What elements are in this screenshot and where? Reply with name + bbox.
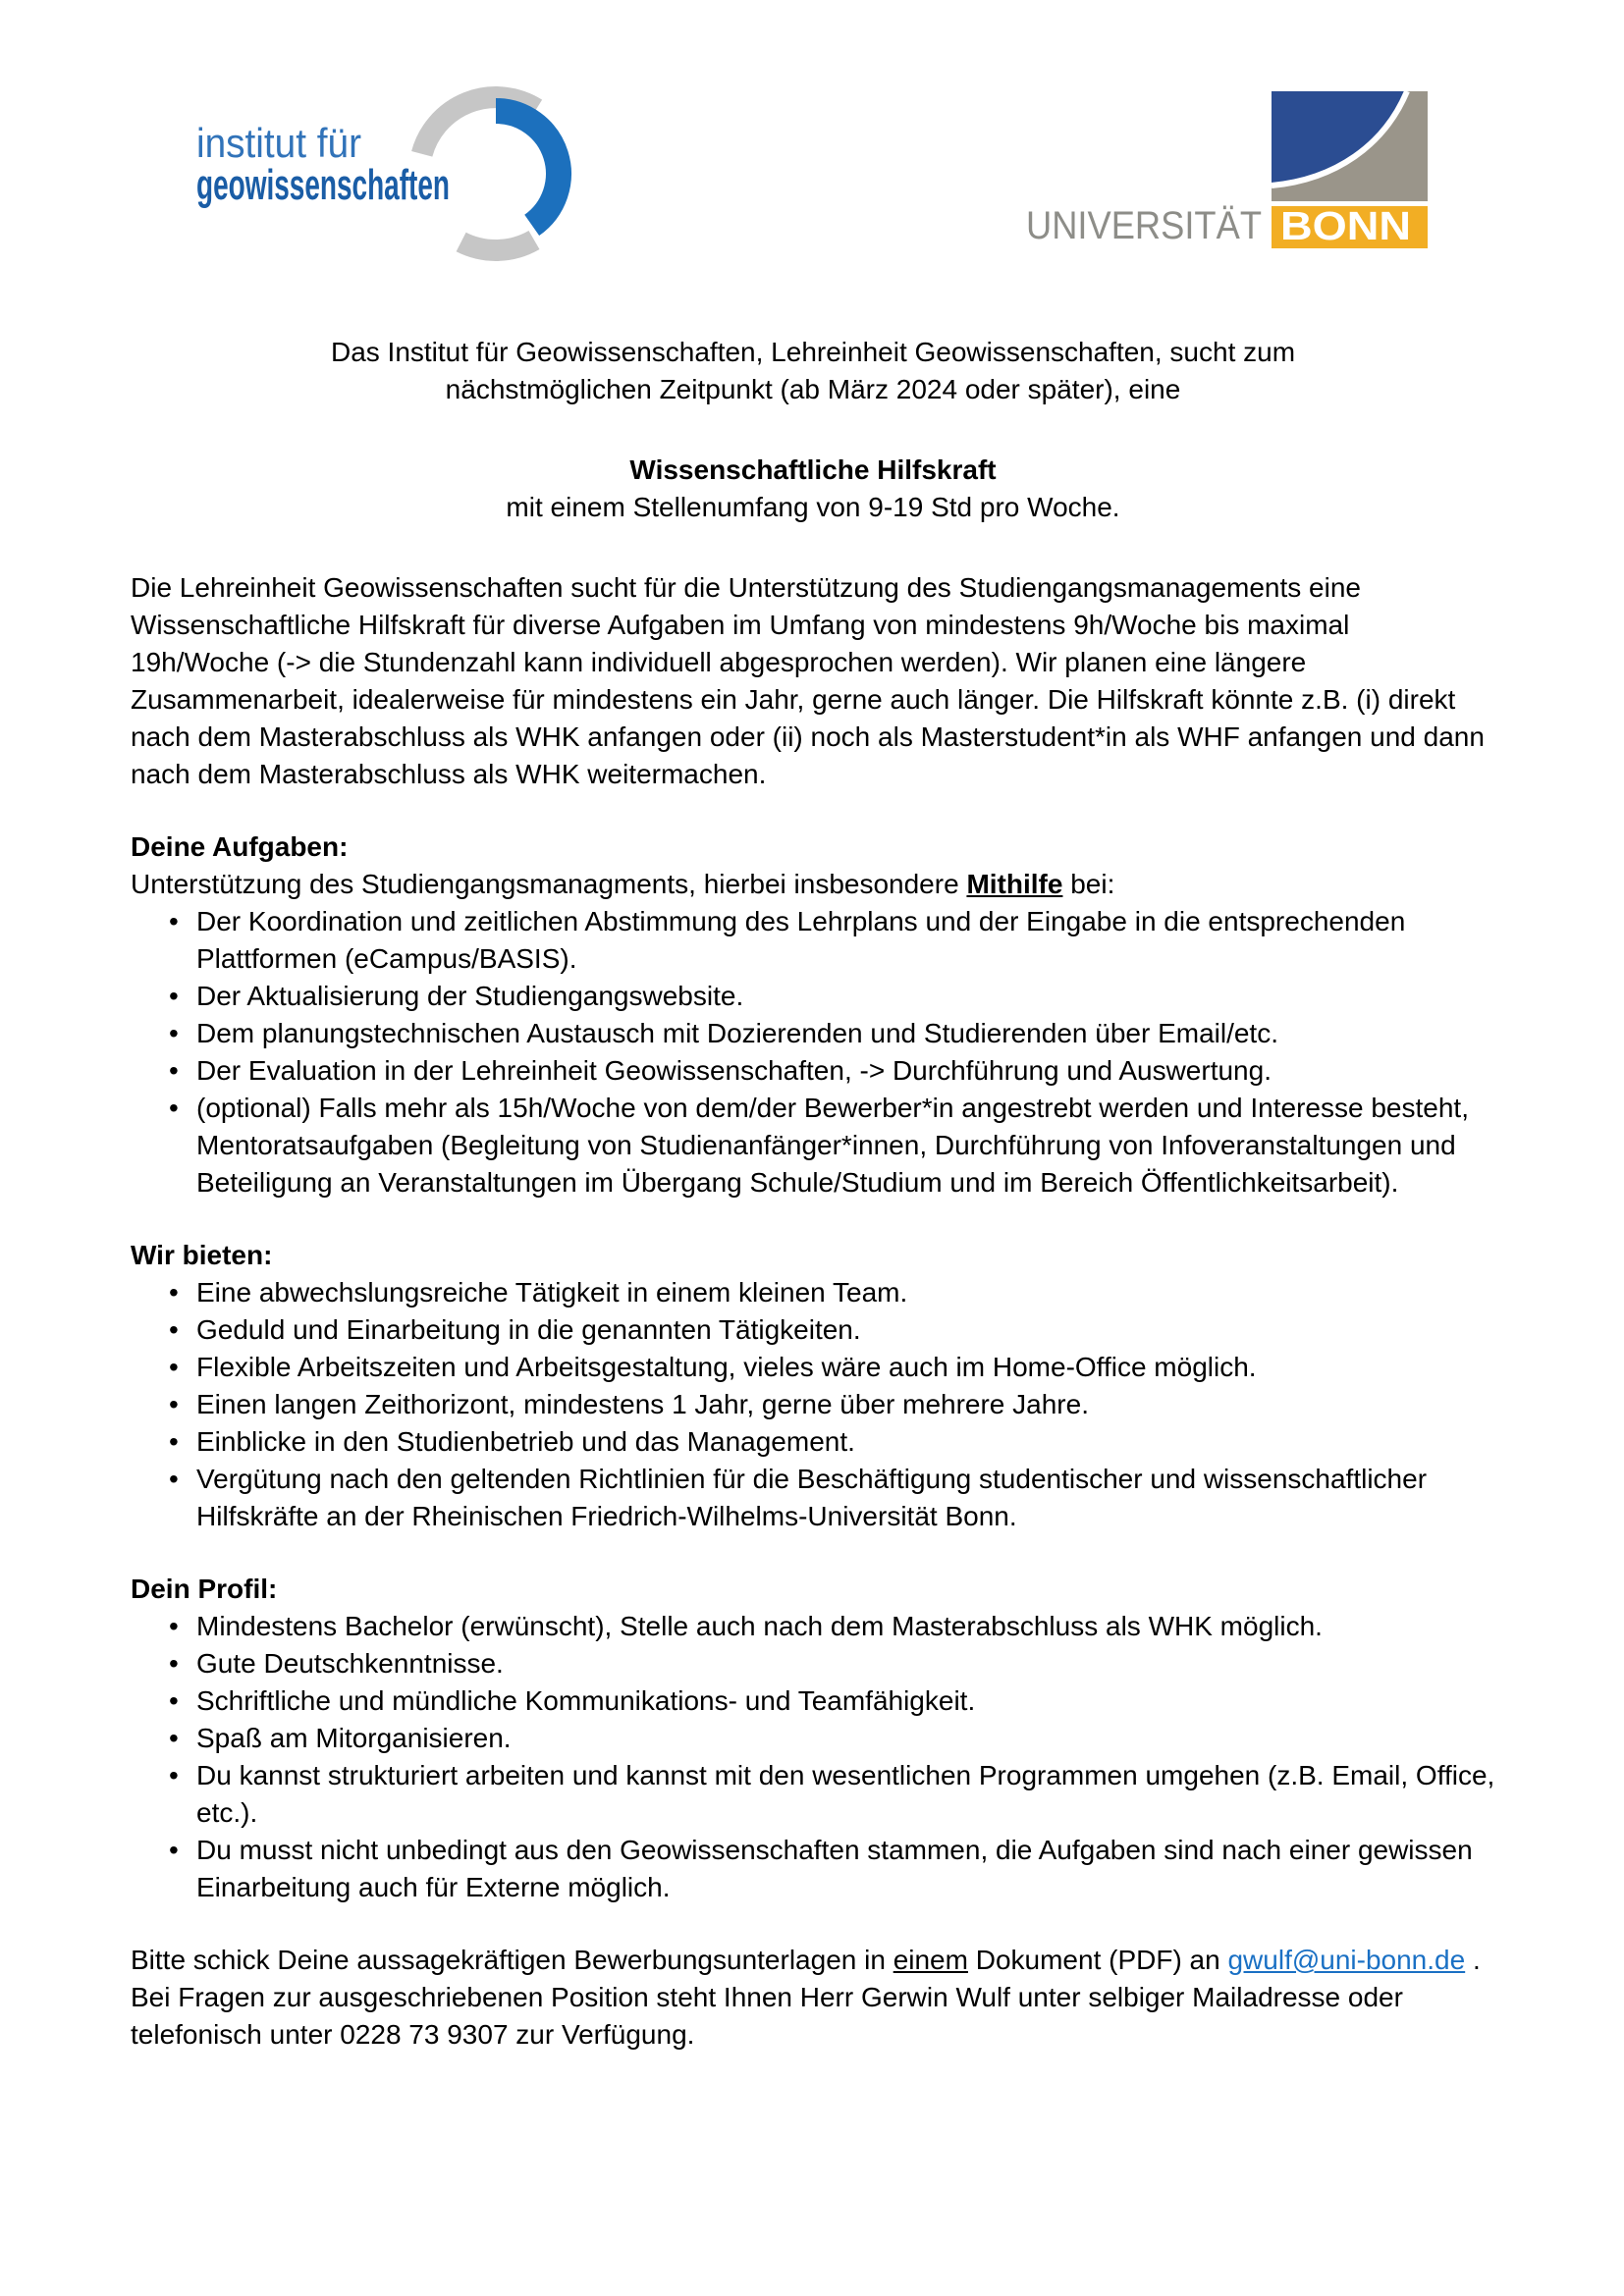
bullet-marker-icon: • bbox=[169, 1723, 179, 1753]
list-item-text: Geduld und Einarbeitung in die genannten Tätigkeiten. bbox=[196, 1314, 861, 1345]
list-item-text: Gute Deutschkenntnisse. bbox=[196, 1648, 504, 1679]
list-item bbox=[169, 1423, 1495, 1461]
list-item bbox=[169, 1757, 1495, 1832]
list-item-text: Einen langen Zeithorizont, mindestens 1 Jahr, gerne über mehrere Jahre. bbox=[196, 1389, 1089, 1419]
bullet-marker-icon: • bbox=[169, 1648, 179, 1679]
list-item bbox=[169, 978, 1495, 1015]
bullet-marker-icon: • bbox=[169, 1426, 179, 1457]
lead-emphasis: Mithilfe bbox=[966, 869, 1063, 899]
list-item-text: Der Aktualisierung der Studiengangswebsite. bbox=[196, 981, 744, 1011]
closing-paragraph bbox=[131, 1942, 1495, 2054]
list-item-text: Einblicke in den Studienbetrieb und das Management. bbox=[196, 1426, 855, 1457]
bullet-marker-icon: • bbox=[169, 1685, 179, 1716]
bullet-marker-icon: • bbox=[169, 1352, 179, 1382]
section-heading-wir-bieten: Wir bieten: bbox=[131, 1240, 273, 1270]
uni-bonn-logo bbox=[1026, 91, 1428, 248]
list-item-text: Der Evaluation in der Lehreinheit Geowissenschaften, -> Durchführung und Auswertung. bbox=[196, 1055, 1272, 1086]
section-dein-profil bbox=[131, 1571, 1495, 1906]
list-item bbox=[169, 1052, 1495, 1090]
list-item bbox=[169, 1386, 1495, 1423]
bullet-marker-icon: • bbox=[169, 1018, 179, 1048]
job-title: Wissenschaftliche Hilfskraft bbox=[629, 454, 997, 485]
closing-text-2: Dokument (PDF) an bbox=[967, 1945, 1228, 1975]
bullet-list-dein-profil bbox=[131, 1608, 1495, 1906]
list-item-text: Spaß am Mitorganisieren. bbox=[196, 1723, 512, 1753]
bullet-marker-icon: • bbox=[169, 1389, 179, 1419]
geo-logo-line2: geowissenschaften bbox=[196, 161, 450, 209]
bullet-marker-icon: • bbox=[169, 1760, 179, 1790]
list-item bbox=[169, 903, 1495, 978]
bullet-marker-icon: • bbox=[169, 1277, 179, 1308]
institut-geowissenschaften-logo bbox=[191, 83, 584, 270]
bullet-marker-icon: • bbox=[169, 981, 179, 1011]
bullet-marker-icon: • bbox=[169, 1464, 179, 1494]
section-heading-dein-profil: Dein Profil: bbox=[131, 1574, 278, 1604]
list-item bbox=[169, 1682, 1495, 1720]
list-item-text: Mindestens Bachelor (erwünscht), Stelle auch nach dem Masterabschluss als WHK möglich. bbox=[196, 1611, 1323, 1641]
list-item bbox=[169, 1015, 1495, 1052]
list-item-text: Der Koordination und zeitlichen Abstimmung des Lehrplans und der Eingabe in die entsprechenden Plattformen (eCampus/BASIS). bbox=[196, 906, 1406, 974]
lead-text-before: Unterstützung des Studiengangsmanagments, hierbei insbesondere bbox=[131, 869, 967, 899]
list-item-text: Du musst nicht unbedingt aus den Geowissenschaften stammen, die Aufgaben sind nach einer gewissen Einarbeitung auch für Externe möglich. bbox=[196, 1835, 1473, 1902]
bullet-marker-icon: • bbox=[169, 1055, 179, 1086]
list-item bbox=[169, 1349, 1495, 1386]
list-item bbox=[169, 1274, 1495, 1311]
title-block bbox=[131, 452, 1495, 526]
list-item bbox=[169, 1720, 1495, 1757]
list-item-text: Eine abwechslungsreiche Tätigkeit in einem kleinen Team. bbox=[196, 1277, 908, 1308]
document-body bbox=[131, 334, 1495, 2054]
list-item bbox=[169, 1645, 1495, 1682]
bullet-list-aufgaben bbox=[131, 903, 1495, 1201]
section-wir-bieten bbox=[131, 1237, 1495, 1535]
closing-underlined-word: einem bbox=[893, 1945, 968, 1975]
intro-paragraph: Das Institut für Geowissenschaften, Lehreinheit Geowissenschaften, sucht zum nächstmöglichen Zeitpunkt (ab März 2024 oder später), eine bbox=[330, 337, 1296, 404]
geo-logo-arc-blue-icon bbox=[496, 111, 559, 225]
list-item bbox=[169, 1461, 1495, 1535]
bullet-marker-icon: • bbox=[169, 1314, 179, 1345]
list-item-text: Vergütung nach den geltenden Richtlinien für die Beschäftigung studentischer und wissenschaftlicher Hilfskräfte an der Rheinischen Friedrich-Wilhelms-Universität Bonn. bbox=[196, 1464, 1428, 1531]
description-paragraph: Die Lehreinheit Geowissenschaften sucht für die Unterstützung des Studiengangsmanagements eine Wissenschaftliche Hilfskraft für diverse Aufgaben im Umfang von mindestens 9h/Woche bis maximal 19h/Woche (-> die Stundenzahl kann individuell abgesprochen werden). Wir planen eine längere Zusammenarbeit, idealerweise für mindestens ein Jahr, gerne auch länger. Die Hilfskraft könnte z.B. (i) direkt nach dem Masterabschluss als WHK anfangen oder (ii) noch als Masterstudent*in als WHF anfangen und dann nach dem Masterabschluss als WHK weitermachen. bbox=[131, 572, 1485, 789]
bullet-marker-icon: • bbox=[169, 1093, 179, 1123]
list-item-text: Schriftliche und mündliche Kommunikations- und Teamfähigkeit. bbox=[196, 1685, 976, 1716]
list-item bbox=[169, 1832, 1495, 1906]
list-item-text: Du kannst strukturiert arbeiten und kannst mit den wesentlichen Programmen umgehen (z.B. Email, Office, etc.). bbox=[196, 1760, 1495, 1828]
list-item-text: Flexible Arbeitszeiten und Arbeitsgestaltung, vieles wäre auch im Home-Office möglich. bbox=[196, 1352, 1257, 1382]
list-item bbox=[169, 1608, 1495, 1645]
closing-text-3: . Bei Fragen zur ausgeschriebenen Position steht Ihnen Herr Gerwin Wulf unter selbiger Mailadresse oder telefonisch unter 0228 73 9307 zur Verfügung. bbox=[131, 1945, 1481, 2050]
bullet-list-wir-bieten bbox=[131, 1274, 1495, 1535]
list-item-text: Dem planungstechnischen Austausch mit Dozierenden und Studierenden über Email/etc. bbox=[196, 1018, 1278, 1048]
section-lead-aufgaben bbox=[131, 866, 1495, 903]
closing-text-1: Bitte schick Deine aussagekräftigen Bewerbungsunterlagen in bbox=[131, 1945, 893, 1975]
bonn-logo-city-text: BONN bbox=[1280, 203, 1411, 248]
header bbox=[131, 0, 1495, 255]
bullet-marker-icon: • bbox=[169, 906, 179, 936]
email-link[interactable]: gwulf@uni-bonn.de bbox=[1227, 1945, 1466, 1975]
list-item bbox=[169, 1311, 1495, 1349]
lead-text-after: bei: bbox=[1062, 869, 1115, 899]
bullet-marker-icon: • bbox=[169, 1835, 179, 1865]
list-item bbox=[169, 1090, 1495, 1201]
list-item-text: (optional) Falls mehr als 15h/Woche von dem/der Bewerber*in angestrebt werden und Interesse besteht, Mentoratsaufgaben (Begleitung von Studienanfänger*innen, Durchführung von Infoveranstaltungen und Beteiligung an Veranstaltungen im Übergang Schule/Studium und im Bereich Öffentlichkeitsarbeit). bbox=[196, 1093, 1469, 1198]
section-heading-aufgaben: Deine Aufgaben: bbox=[131, 831, 349, 862]
bonn-logo-university-text: UNIVERSITÄT bbox=[1026, 204, 1262, 247]
geo-logo-arc-gray-bottom-icon bbox=[461, 240, 534, 250]
geo-logo-line1: institut für bbox=[196, 120, 362, 166]
job-subtitle: mit einem Stellenumfang von 9-19 Std pro Woche. bbox=[506, 492, 1120, 522]
section-aufgaben bbox=[131, 828, 1495, 1201]
bullet-marker-icon: • bbox=[169, 1611, 179, 1641]
